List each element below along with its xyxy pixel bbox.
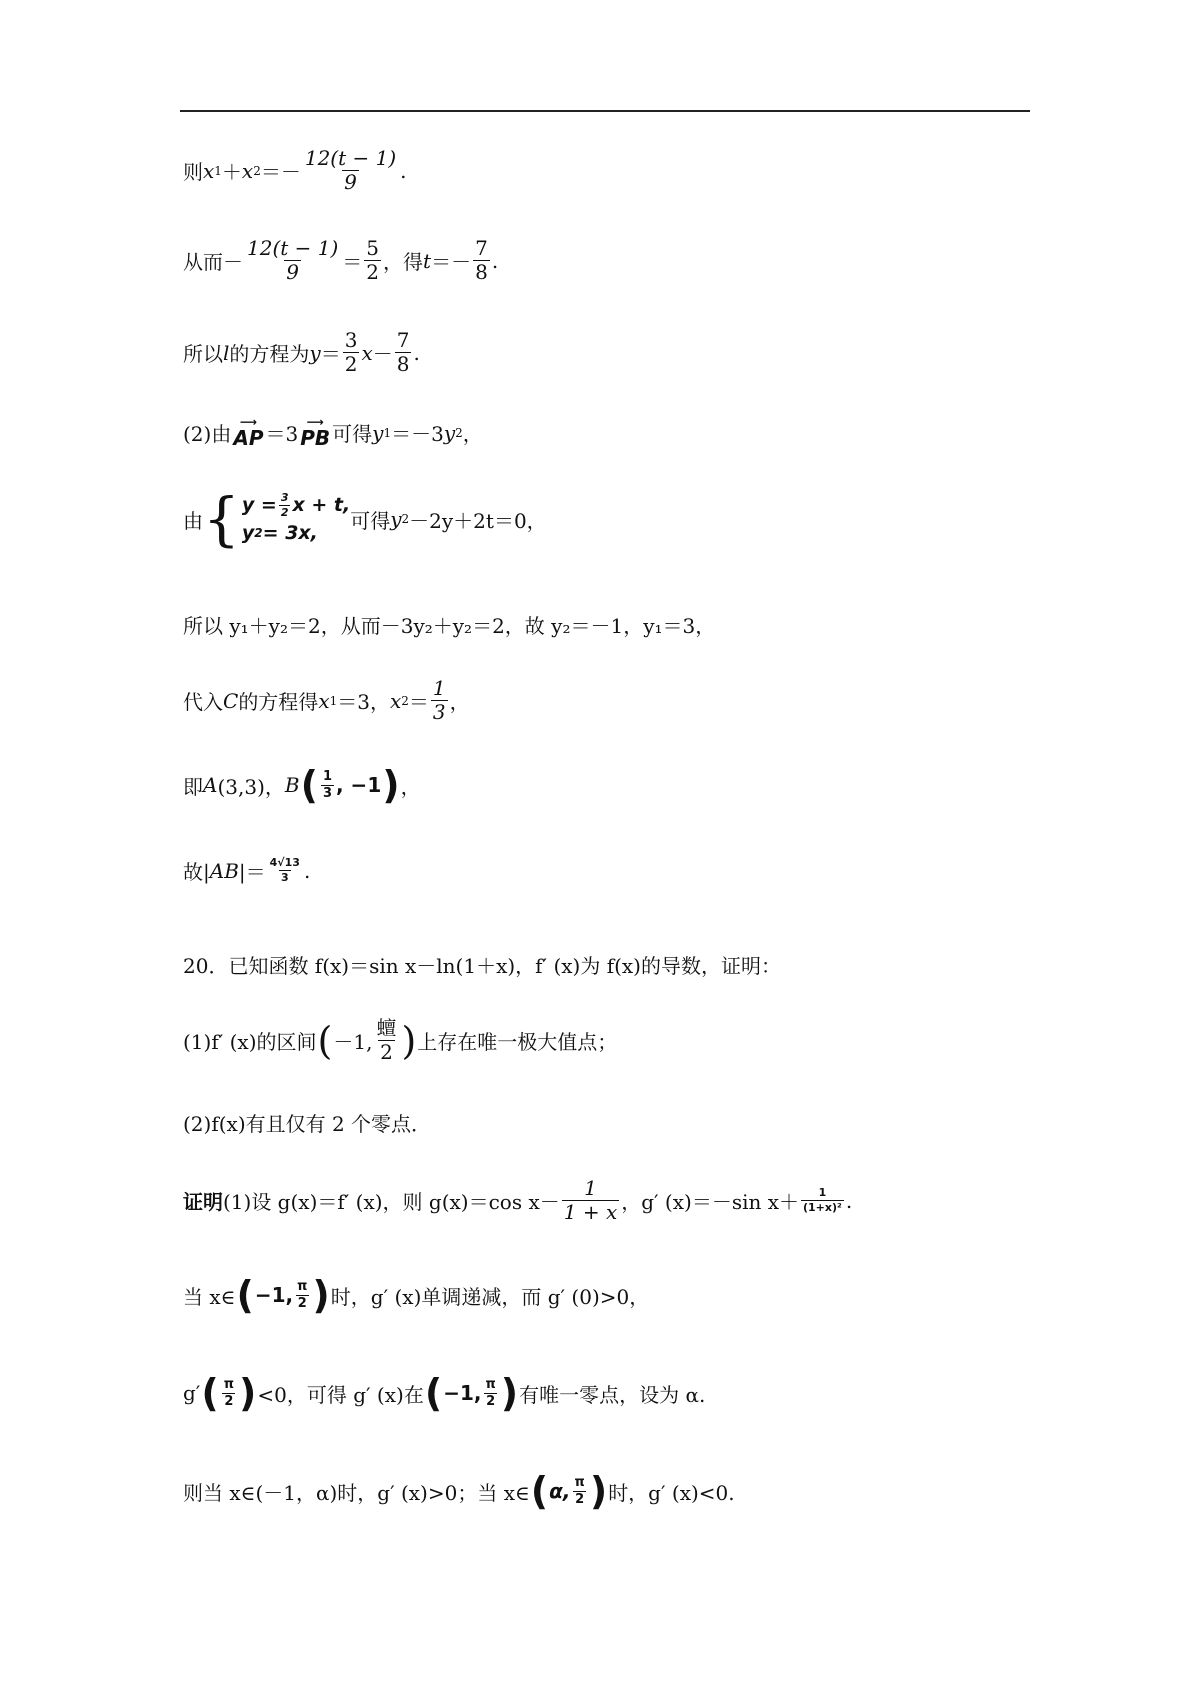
fraction: $\frac{5}{2}$ [366, 236, 380, 284]
arrow-icon: ⟶ [306, 415, 324, 429]
proof-line-4: 则当 x∈(－1，α)时，g′ (x)>0；当 x∈ ( α, $\frac{\pi}{2}$ ) 时，g′ (x)<0. [183, 1469, 735, 1513]
fraction: $\frac{3}{2}$ [280, 490, 289, 519]
fraction: $\frac{4√13}{3}$ [269, 856, 300, 884]
line-vector: (2)由 ⟶ AP ＝3 ⟶ PB 可得 y 1 ＝－3 y 2 ， [183, 415, 483, 450]
equation-system: { y = $\frac{3}{2}$ x + t, y 2 = 3x, [203, 485, 351, 553]
fraction: $\frac{\pi}{2}$ [574, 1474, 585, 1507]
fraction: $\frac{7}{8}$ [475, 236, 488, 284]
vector-pb: ⟶ PB [300, 415, 331, 450]
line-y-values: 所以 y₁＋y₂＝2，从而－3y₂＋y₂＝2，故 y₂＝－1，y₁＝3， [183, 614, 716, 638]
fraction: $\frac{3}{2}$ [344, 328, 358, 376]
line-system: 由 { y = $\frac{3}{2}$ x + t, y 2 = 3x, 可得 y 2 －2y＋2t＝0， [183, 485, 547, 553]
line-equation-l: 所以 l 的方程为 y ＝ $\frac{3}{2}$ x － $\frac{7}{8}$ . [183, 328, 420, 376]
problem-20-statement: 20．已知函数 f(x)＝sin x－ln(1＋x)，f′ (x)为 f(x)的导数，证明： [183, 954, 781, 978]
arrow-icon: ⟶ [239, 415, 258, 429]
fraction: $\frac{7}{8}$ [396, 328, 410, 376]
fraction: $\frac{12(t - 1)}{9}$ [304, 146, 397, 194]
fraction: $\frac{1}{1 + x}$ [563, 1176, 618, 1224]
fraction: $\frac{1}{3}$ [432, 676, 446, 724]
line-points: 即 A (3,3)， B ( $\frac{1}{3}$ , −1 ) ， [183, 763, 421, 807]
problem-20-part1: (1)f′ (x)的区间 ( －1, $\frac{\text{蟺}}{2}$ ) 上存在唯一极大值点； [183, 1016, 618, 1064]
problem-20-part2: (2)f(x)有且仅有 2 个零点． [183, 1112, 432, 1136]
proof-line-2: 当 x∈ ( −1, $\frac{\pi}{2}$ ) 时，g′ (x)单调递减，而 g′ (0)>0， [183, 1273, 650, 1317]
line-ab-length: 故| AB |＝ $\frac{4√13}{3}$ . [183, 856, 311, 884]
line-sum-x: 则 x 1 ＋ x 2 ＝－ $\frac{12(t - 1)}{9}$ . [183, 146, 407, 194]
proof-line-3: g′ ( $\frac{\pi}{2}$ ) <0，可得 g′ (x)在 ( −1, $\frac{\pi}{2}$ ) 有唯一零点，设为 α. [183, 1371, 706, 1415]
fraction: $\frac{1}{3}$ [322, 768, 332, 801]
line-x-values: 代入 C 的方程得 x 1 ＝3， x 2 ＝ $\frac{1}{3}$ ， [183, 676, 470, 724]
fraction: $\frac{1}{\text{(1+x)²}}$ [803, 1186, 842, 1214]
vector-ap: ⟶ AP [233, 415, 264, 450]
header-rule [180, 110, 1030, 112]
fraction: $\frac{\pi}{2}$ [485, 1376, 496, 1409]
line-solve-t: 从而－ $\frac{12(t - 1)}{9}$ ＝ $\frac{5}{2}$ ，得 t ＝－ $\frac{7}{8}$ . [183, 236, 499, 284]
brace-icon: { [203, 485, 240, 553]
fraction: $\frac{\text{蟺}}{2}$ [376, 1016, 397, 1064]
fraction: $\frac{\pi}{2}$ [223, 1376, 235, 1409]
fraction: $\frac{\pi}{2}$ [297, 1278, 308, 1311]
proof-line-1: 证明 (1)设 g(x)＝f′ (x)，则 g(x)＝cos x－ $\frac{1}{1 + x}$ ，g′ (x)＝－sin x＋ $\frac{1}{\text{(1+x)²}}$ . [183, 1176, 853, 1224]
fraction: $\frac{12(t - 1)}{9}$ [247, 236, 339, 284]
